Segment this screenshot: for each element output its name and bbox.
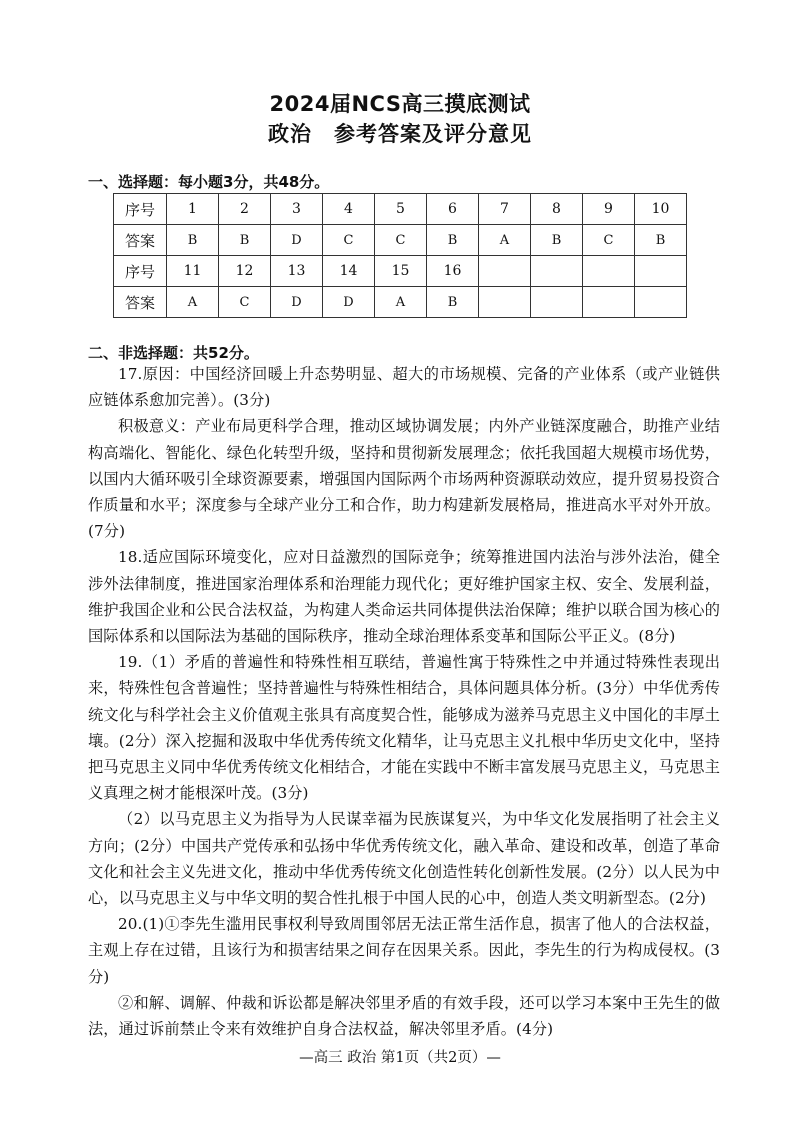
section-1-heading: 一、选择题：每小题3分，共48分。: [88, 173, 330, 191]
answer-table: [113, 193, 687, 318]
answer-cell: B: [427, 225, 479, 256]
answer-paragraph-q19-part1: 19.（1）矛盾的普遍性和特殊性相互联结，普遍性寓于特殊性之中并通过特殊性表现出来，特殊性包含普遍性；坚持普遍性与特殊性相结合，具体问题具体分析。(3分）中华优秀传统文化与科学社会主义价值观主张具有高度契合性，能够成为滋养马克思主义中国化的丰厚土壤。(2分）深入挖掘和汲取中华优秀传统文化精华，让马克思主义扎根中华历史文化中，坚持把马克思主义同中华优秀传统文化相结合，才能在实践中不断丰富发展马克思主义，马克思主义真理之树才能根深叶茂。(3分): [88, 653, 720, 803]
question-number: 1: [167, 194, 219, 225]
answer-paragraph-q17-significance: 积极意义：产业布局更科学合理，推动区域协调发展；内外产业链深度融合，助推产业结构高端化、智能化、绿色化转型升级，坚持和贯彻新发展理念；依托我国超大规模市场优势，以国内大循环吸引全球资源要素，增强国内国际两个市场两种资源联动效应，提升贸易投资合作质量和水平；深度参与全球产业分工和合作，助力构建新发展格局，推进高水平对外开放。(7分): [88, 417, 720, 541]
row-label-number: 序号: [114, 256, 167, 287]
empty-cell: [531, 256, 583, 287]
question-number: 9: [583, 194, 635, 225]
question-number: 13: [271, 256, 323, 287]
empty-cell: [479, 287, 531, 318]
document-title: 2024届NCS高三摸底测试: [269, 92, 531, 116]
question-number: 6: [427, 194, 479, 225]
answer-paragraph-q20-part2: ②和解、调解、仲裁和诉讼都是解决邻里矛盾的有效手段，还可以学习本案中王先生的做法，通过诉前禁止令来有效维护自身合法权益，解决邻里矛盾。(4分): [88, 993, 720, 1039]
question-number: 12: [219, 256, 271, 287]
question-number: 4: [323, 194, 375, 225]
answer-cell: D: [271, 287, 323, 318]
empty-cell: [531, 287, 583, 318]
question-number: 15: [375, 256, 427, 287]
answer-cell: C: [219, 287, 271, 318]
answer-cell: C: [583, 225, 635, 256]
empty-cell: [635, 287, 687, 318]
page-footer: —高三 政治 第1页（共2页）—: [299, 1050, 501, 1066]
empty-cell: [583, 287, 635, 318]
question-number: 5: [375, 194, 427, 225]
question-number: 11: [167, 256, 219, 287]
row-label-answer: 答案: [114, 225, 167, 256]
table-row-answers-2: [114, 287, 687, 318]
question-number: 2: [219, 194, 271, 225]
answer-cell: B: [531, 225, 583, 256]
answer-body: [88, 361, 720, 1042]
empty-cell: [635, 256, 687, 287]
section-2-heading: 二、非选择题：共52分。: [88, 344, 259, 362]
document-subtitle: 政治 参考答案及评分意见: [268, 122, 532, 146]
question-number: 14: [323, 256, 375, 287]
table-row-numbers-2: [114, 256, 687, 287]
empty-cell: [583, 256, 635, 287]
question-number: 3: [271, 194, 323, 225]
answer-cell: D: [323, 287, 375, 318]
answer-cell: B: [219, 225, 271, 256]
answer-cell: D: [271, 225, 323, 256]
answer-cell: B: [635, 225, 687, 256]
question-number: 8: [531, 194, 583, 225]
question-number: 16: [427, 256, 479, 287]
table-row-numbers-1: [114, 194, 687, 225]
answer-cell: B: [167, 225, 219, 256]
answer-cell: B: [427, 287, 479, 318]
answer-cell: A: [375, 287, 427, 318]
answer-paragraph-q19-part2: （2）以马克思主义为指导为人民谋幸福为民族谋复兴，为中华文化发展指明了社会主义方向；(2分）中国共产党传承和弘扬中华优秀传统文化，融入革命、建设和改革，创造了革命文化和社会主义先进文化，推动中华优秀传统文化创造性转化创新性发展。(2分）以人民为中心，以马克思主义与中华文明的契合性扎根于中国人民的心中，创造人类文明新型态。(2分): [88, 810, 720, 908]
row-label-answer: 答案: [114, 287, 167, 318]
question-number: 10: [635, 194, 687, 225]
row-label-number: 序号: [114, 194, 167, 225]
question-number: 7: [479, 194, 531, 225]
answer-paragraph-q20-part1: 20.(1)①李先生滥用民事权利导致周围邻居无法正常生活作息，损害了他人的合法权益，主观上存在过错，且该行为和损害结果之间存在因果关系。因此，李先生的行为构成侵权。(3分): [88, 915, 720, 986]
answer-cell: C: [323, 225, 375, 256]
answer-cell: C: [375, 225, 427, 256]
answer-paragraph-q18: 18.适应国际环境变化，应对日益激烈的国际竞争；统筹推进国内法治与涉外法治，健全涉外法律制度，推进国家治理体系和治理能力现代化；更好维护国家主权、安全、发展利益，维护我国企业和公民合法权益，为构建人类命运共同体提供法治保障；维护以联合国为核心的国际体系和以国际法为基础的国际秩序，推动全球治理体系变革和国际公平正义。(8分): [88, 548, 720, 646]
answer-cell: A: [167, 287, 219, 318]
empty-cell: [479, 256, 531, 287]
answer-cell: A: [479, 225, 531, 256]
answer-paragraph-q17-reason: 17.原因：中国经济回暖上升态势明显、超大的市场规模、完备的产业体系（或产业链供应链体系愈加完善）。(3分): [88, 365, 720, 410]
table-row-answers-1: [114, 225, 687, 256]
